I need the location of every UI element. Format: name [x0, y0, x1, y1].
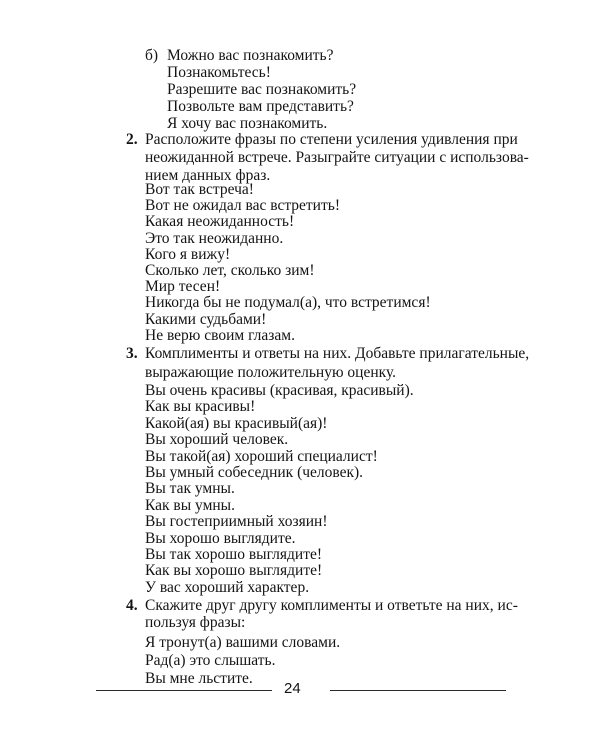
- footer-rule-left: [96, 690, 272, 691]
- exercise-3-number: 3.: [126, 345, 138, 362]
- exercise-3-phrase: Вы хорошо выглядите.: [145, 529, 296, 547]
- exercise-3-phrase: Какой(ая) вы красивый(ая)!: [145, 414, 328, 432]
- exercise-2-phrase: Вот не ожидал вас встретить!: [145, 197, 340, 215]
- exercise-2-phrase: Кого я вижу!: [145, 245, 231, 263]
- exercise-3-phrase: Вы такой(ая) хороший специалист!: [145, 447, 378, 465]
- page-number: 24: [284, 680, 301, 697]
- exercise-3-phrase: Как вы хорошо выглядите!: [145, 562, 323, 580]
- exercise-2-instruction-2: неожиданной встрече. Разыграйте ситуации с использова-: [145, 149, 529, 166]
- exercise-4-phrase: Вы мне льстите.: [145, 670, 253, 687]
- exercise-2-phrase: Не верю своим глазам.: [145, 326, 295, 344]
- exercise-4-phrase: Я тронут(а) вашими словами.: [145, 634, 341, 651]
- section-b-marker: б): [145, 47, 159, 64]
- section-b-line-1: Можно вас познакомить?: [167, 47, 334, 64]
- exercise-2-instruction-1: Расположите фразы по степени усиления удивления при: [145, 131, 518, 148]
- exercise-2-phrase: Какими судьбами!: [145, 310, 267, 328]
- exercise-3-phrase: Как вы красивы!: [145, 398, 256, 416]
- section-b-line-5: Я хочу вас познакомить.: [167, 115, 328, 132]
- exercise-2-phrase: Мир тесен!: [145, 278, 221, 296]
- exercise-3-phrase: Вы очень красивы (красивая, красивый).: [145, 382, 414, 399]
- exercise-2-phrase: Вот так встреча!: [145, 181, 254, 198]
- exercise-3-phrase: Вы хороший человек.: [145, 431, 289, 449]
- exercise-2-instruction-3: нием данных фраз.: [145, 167, 271, 184]
- exercise-3-phrase: Как вы умны.: [145, 496, 235, 514]
- exercise-2-number: 2.: [126, 131, 138, 148]
- exercise-4-instruction-2: пользуя фразы:: [145, 614, 246, 631]
- exercise-3-phrase: Вы умный собеседник (человек).: [145, 464, 364, 481]
- exercise-4-phrase: Рад(а) это слышать.: [145, 652, 276, 669]
- exercise-4-number: 4.: [126, 597, 138, 614]
- exercise-3-phrase: Вы так умны.: [145, 480, 235, 498]
- exercise-2-phrase: Это так неожиданно.: [145, 229, 284, 247]
- exercise-3-phrase: Вы так хорошо выглядите!: [145, 546, 323, 563]
- footer-rule-right: [330, 690, 506, 691]
- exercise-3-phrase: Вы гостеприимный хозяин!: [145, 513, 328, 531]
- exercise-2-phrase: Никогда бы не подумал(а), что встретимся!: [145, 294, 431, 312]
- exercise-3-instruction-2: выражающие положительную оценку.: [145, 364, 397, 381]
- section-b-line-2: Познакомьтесь!: [167, 64, 271, 81]
- exercise-2-phrase: Какая неожиданность!: [145, 213, 295, 231]
- exercise-3-phrase: У вас хороший характер.: [145, 578, 310, 596]
- section-b-line-4: Позвольте вам представить?: [167, 98, 354, 115]
- exercise-2-phrase: Сколько лет, сколько зим!: [145, 262, 315, 279]
- exercise-3-instruction-1: Комплименты и ответы на них. Добавьте прилагательные,: [145, 345, 530, 362]
- section-b-line-3: Разрешите вас познакомить?: [167, 81, 357, 98]
- exercise-4-instruction-1: Скажите друг другу комплименты и ответьте на них, ис-: [145, 597, 518, 614]
